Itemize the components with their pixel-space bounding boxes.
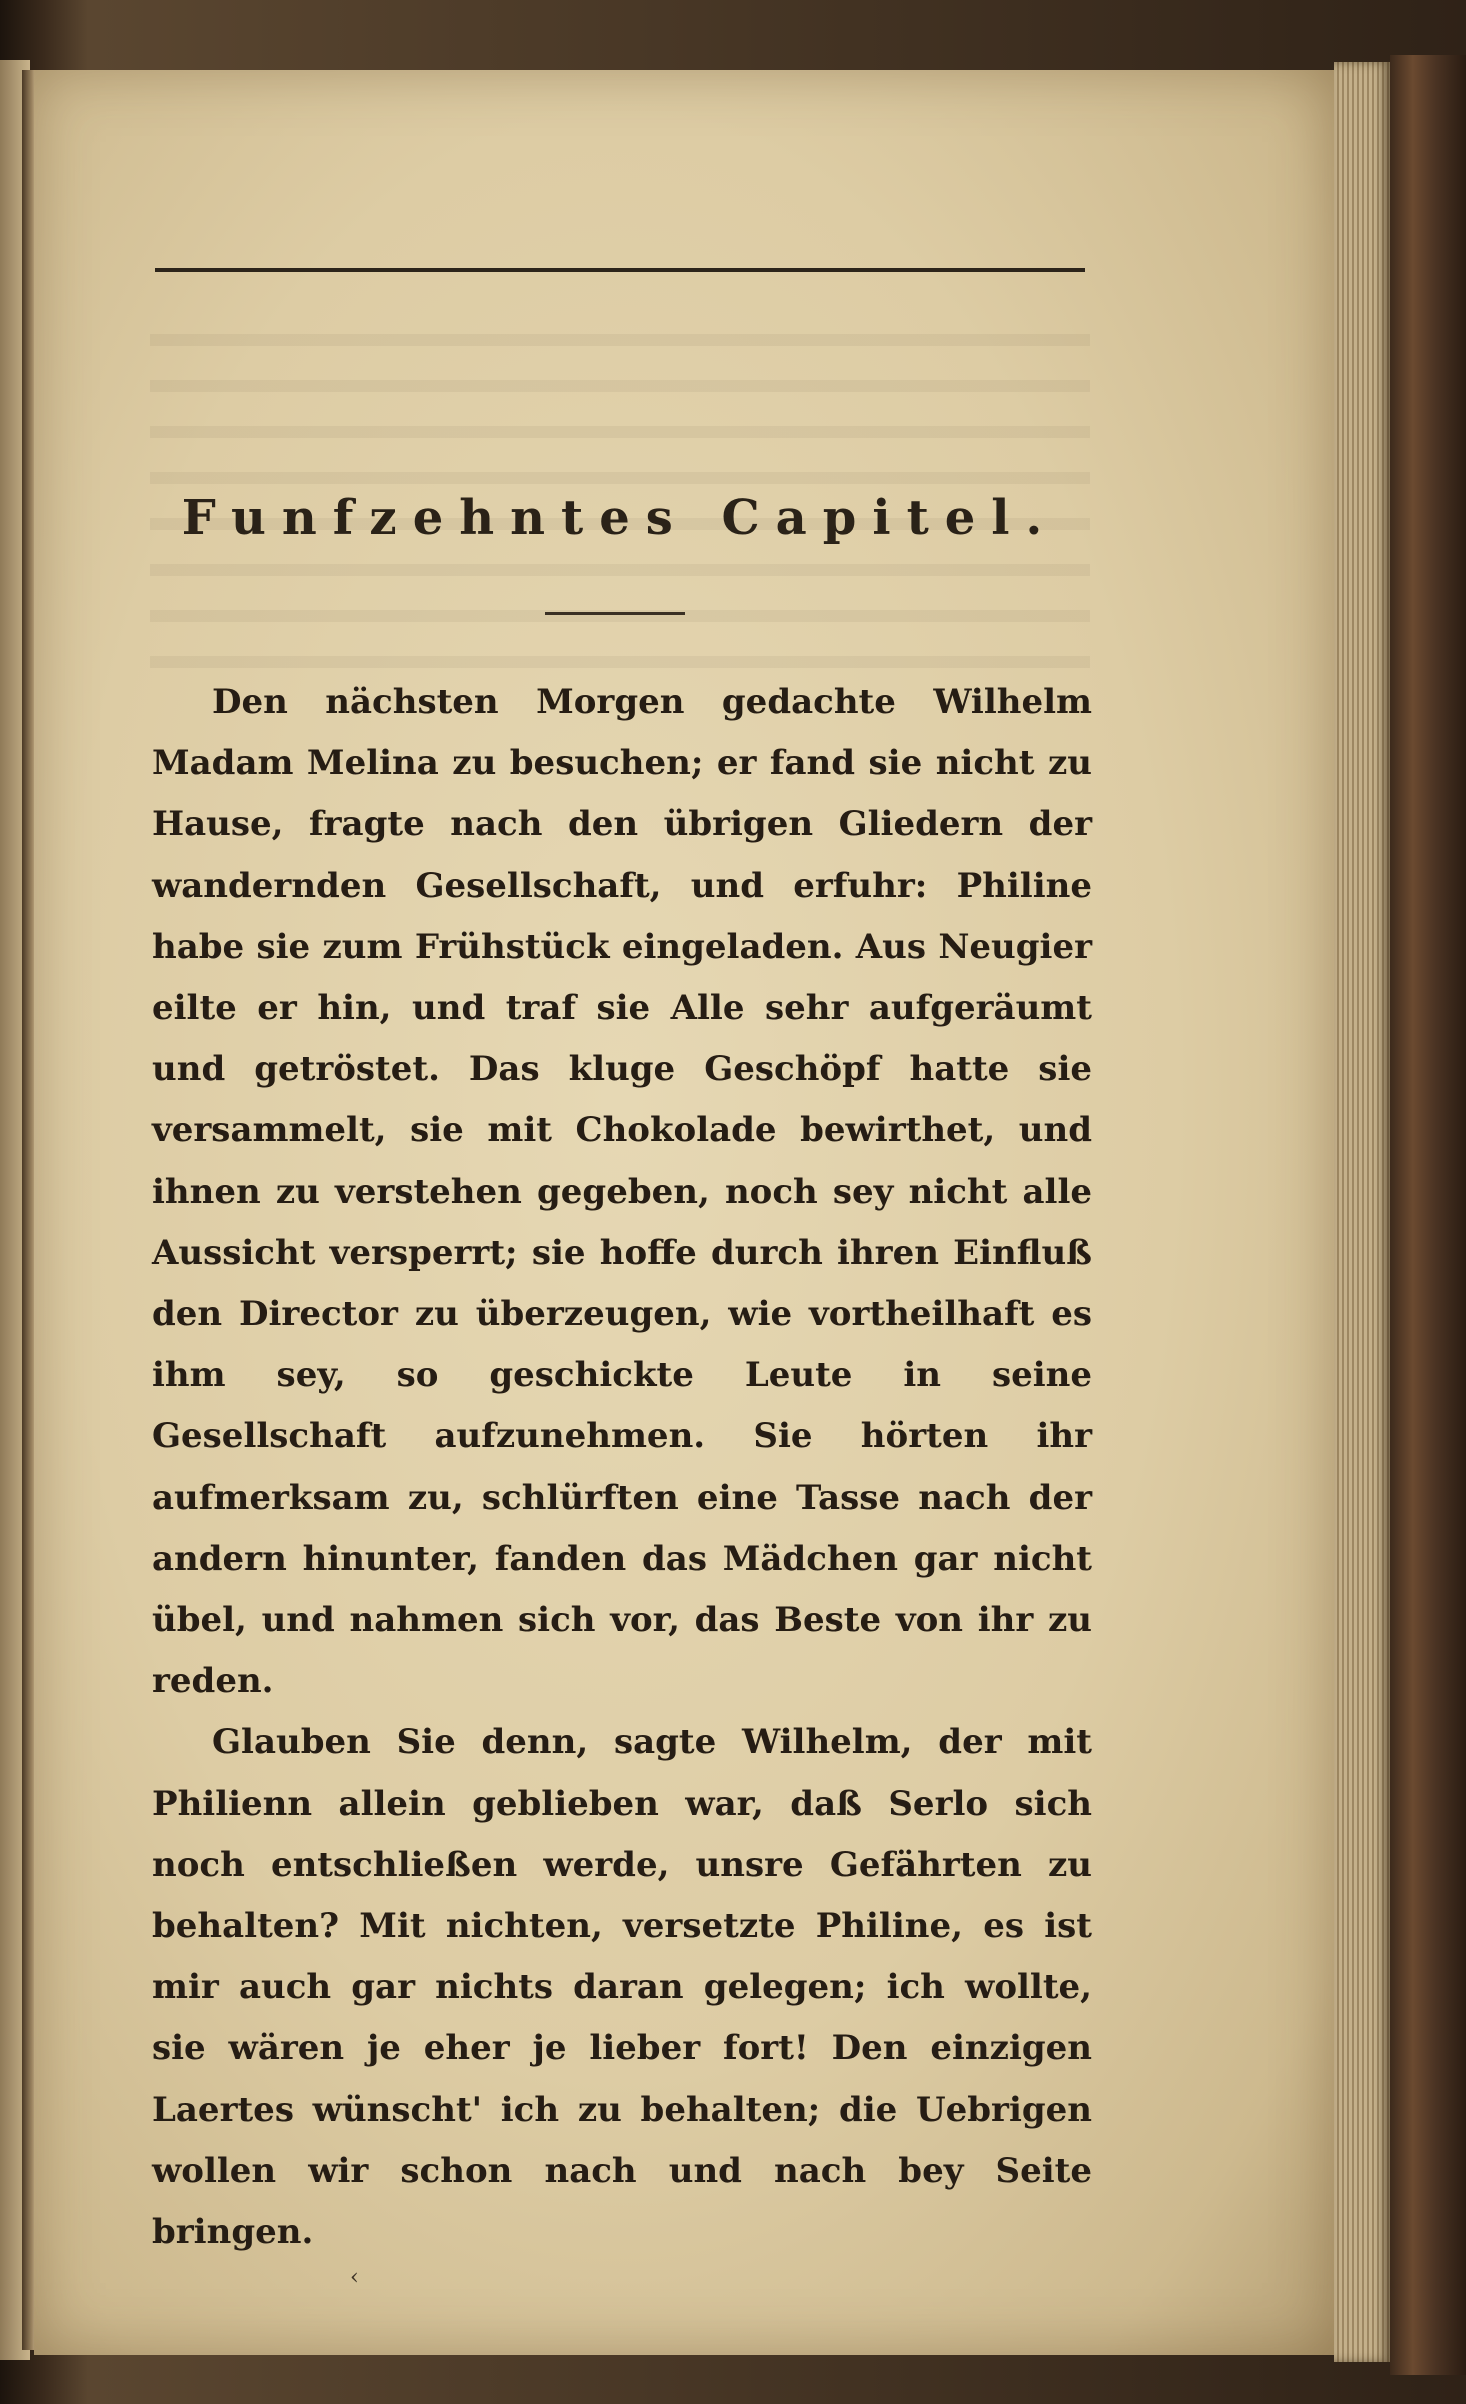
header-rule	[155, 268, 1085, 272]
paragraph: Den nächsten Morgen gedachte Wilhelm Madam Melina zu besuchen; er fand sie nicht zu Hause, fragte nach den übrigen Gliedern der wandernden Gesellschaft, und erfuhr: Philine habe sie zum Frühstück eingeladen. Aus Neugier eilte er hin, und traf sie Alle sehr aufgeräumt und getröstet. Das kluge Geschöpf hatte sie versammelt, sie mit Chokolade bewirthet, und ihnen zu verstehen gegeben, noch sey nicht alle Aussicht versperrt; sie hoffe durch ihren Einfluß den Director zu überzeugen, wie vortheilhaft es ihm sey, so geschickte Leute in seine Gesellschaft aufzunehmen. Sie hörten ihr aufmerksam zu, schlürften eine Tasse nach der andern hinunter, fanden das Mädchen gar nicht übel, und nahmen sich vor, das Beste von ihr zu reden.	[152, 682, 1092, 1702]
title-rule	[545, 612, 685, 615]
body-text	[152, 672, 1092, 2263]
page-mark: ‹	[350, 2265, 359, 2290]
paragraph: Glauben Sie denn, sagte Wilhelm, der mit Philienn allein geblieben war, daß Serlo sich noch entschließen werde, unsre Gefährten zu behalten? Mit nichten, versetzte Philine, es ist mir auch gar nichts daran gelegen; ich wollte, sie wären je eher je lieber fort! Den einzigen Laertes wünscht' ich zu behalten; die Uebrigen wollen wir schon nach und nach bey Seite bringen.	[152, 1722, 1092, 2253]
chapter-title: Funfzehntes Capitel.	[181, 490, 1059, 546]
book-cover	[1390, 55, 1466, 2375]
page-edges	[1334, 62, 1390, 2362]
